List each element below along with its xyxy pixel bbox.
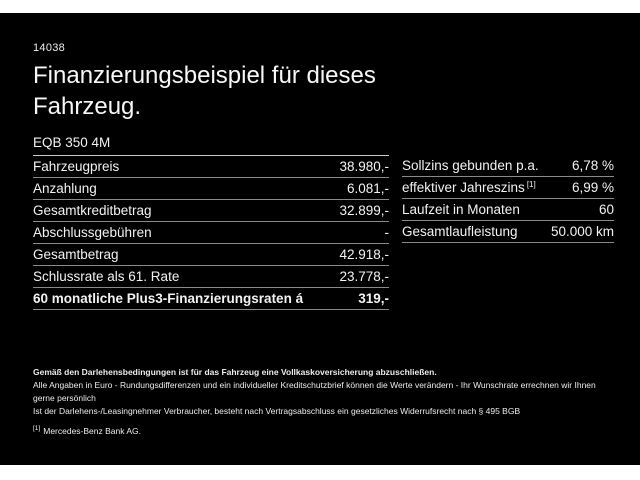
row-value: 42.918,-	[339, 247, 389, 262]
table-row-effektiver-jahreszins	[402, 177, 614, 199]
row-value: 6,78 %	[571, 158, 614, 173]
row-label: Gesamtbetrag	[33, 247, 119, 262]
footnote	[33, 425, 618, 436]
row-value: 50.000 km	[550, 224, 614, 239]
row-label: Sollzins gebunden p.a.	[402, 158, 539, 173]
vehicle-model: EQB 350 4M	[33, 135, 111, 150]
row-value: 319,-	[358, 291, 389, 306]
table-row-laufzeit	[402, 199, 614, 221]
footnote-ref: [1]	[526, 179, 536, 189]
row-value: 38.980,-	[339, 159, 389, 174]
row-label: 60 monatliche Plus3-Finanzierungsraten á	[33, 291, 304, 306]
page-title: Finanzierungsbeispiel für dieses Fahrzeug.	[33, 62, 376, 120]
table-row-gesamtbetrag	[33, 244, 389, 266]
offer-code: 14038	[33, 42, 66, 54]
row-value: -	[384, 225, 389, 240]
row-value: 6.081,-	[346, 181, 389, 196]
table-row-sollzins	[402, 155, 614, 177]
row-value: 32.899,-	[339, 203, 389, 218]
table-row-gesamtlaufleistung	[402, 221, 614, 243]
disclaimer-line-2: Ist der Darlehens-/Leasingnehmer Verbraucher, besteht nach Vertragsabschluss ein gesetzliches Widerrufsrecht nach § 495 BGB	[33, 406, 521, 416]
table-row-anzahlung	[33, 178, 389, 200]
footnote-marker: [1]	[33, 425, 41, 432]
row-value: 6,99 %	[571, 180, 614, 195]
row-label: Gesamtkreditbetrag	[33, 203, 152, 218]
table-row-fahrzeugpreis	[33, 156, 389, 178]
table-row-abschlussgebuehren	[33, 222, 389, 244]
disclaimer-line-1: Alle Angaben in Euro - Rundungsdifferenzen und ein individueller Kreditschutzbrief können die Werte verändern - Ihr Wunschrate errechnen wir Ihnen gerne persönlich	[33, 380, 596, 403]
table-row-schlussrate	[33, 266, 389, 288]
row-label: Anzahlung	[33, 181, 97, 196]
row-value: 23.778,-	[339, 269, 389, 284]
table-row-gesamtkreditbetrag	[33, 200, 389, 222]
table-row-monatsrate	[33, 288, 389, 310]
row-label: Laufzeit in Monaten	[402, 202, 520, 217]
financing-table-left	[33, 155, 389, 310]
row-label: Fahrzeugpreis	[33, 159, 120, 174]
row-label: Abschlussgebühren	[33, 225, 152, 240]
footnote-text: Mercedes-Benz Bank AG.	[43, 425, 142, 436]
legal-footer	[33, 366, 618, 436]
row-label-text: effektiver Jahreszins	[402, 180, 525, 195]
row-label: Schlussrate als 61. Rate	[33, 269, 180, 284]
financing-table-right	[402, 155, 614, 243]
letterbox-bottom	[0, 465, 640, 480]
row-value: 60	[598, 202, 614, 217]
insurance-note: Gemäß den Darlehensbedingungen ist für das Fahrzeug eine Vollkaskoversicherung abzuschließen.	[33, 367, 437, 377]
row-label: Gesamtlaufleistung	[402, 224, 518, 239]
row-label	[402, 180, 536, 195]
letterbox-top	[0, 0, 640, 13]
